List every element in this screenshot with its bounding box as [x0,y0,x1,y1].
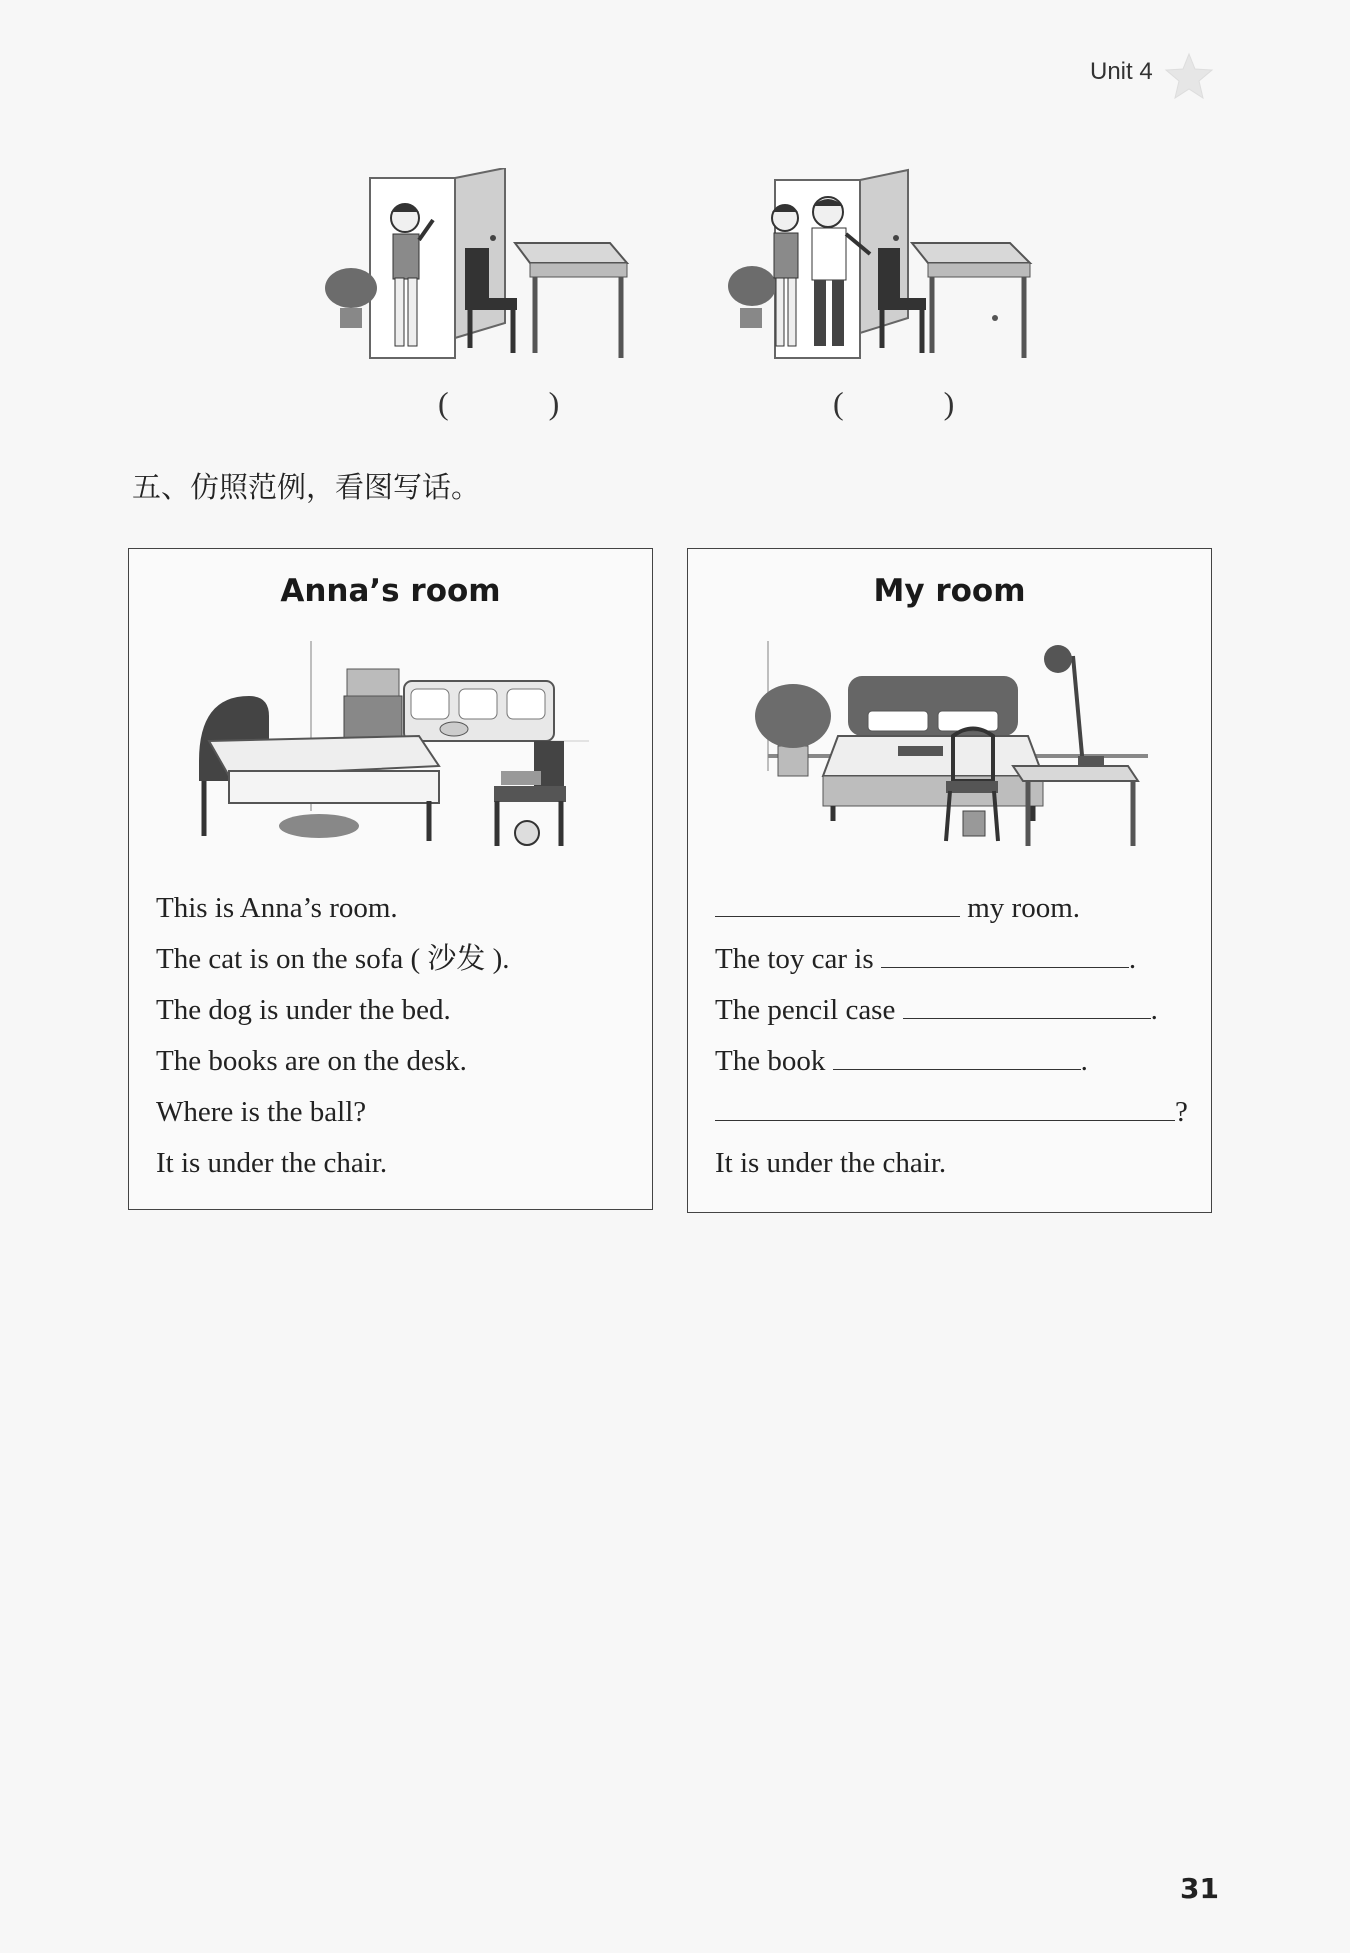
task-line-3 [715,985,1195,1036]
answer-blank-1[interactable]: ( ) [438,385,606,421]
section-heading: 五、仿照范例，看图写话。 [132,470,481,504]
task-line-3-end: . [1150,994,1158,1026]
bedroom-with-lamp-desk-chair-icon [748,641,1148,861]
unit-label: Unit 4 [1090,58,1153,85]
example-line-3: The dog is under the bed. [156,994,451,1026]
page-number: 31 [1180,1872,1219,1905]
answer-blank-line5[interactable] [715,1090,1175,1121]
star-icon [1163,52,1215,100]
answer-blank-line2[interactable] [881,937,1129,968]
example-line-1: This is Anna’s room. [156,892,398,924]
task-title: My room [873,573,1026,609]
task-line-2-end: . [1128,943,1137,975]
task-line-4 [715,1036,1195,1087]
bedroom-with-sofa-bed-chair-icon [189,641,589,861]
answer-blank-line4[interactable] [833,1039,1081,1070]
example-lines [156,883,636,1189]
example-line-6: It is under the chair. [156,1147,388,1179]
answer-blank-line1[interactable] [715,886,960,917]
girl-at-door-scene-icon [315,168,645,368]
task-line-3-text: The pencil case [715,994,896,1026]
example-line-2: The cat is on the sofa ( 沙发 ). [156,943,510,975]
task-line-4-text: The book [715,1045,826,1077]
task-line-5-end: ? [1175,1096,1188,1128]
task-box [687,548,1212,1213]
task-line-4-end: . [1080,1045,1088,1077]
example-line-5: Where is the ball? [156,1096,367,1128]
task-line-5 [715,1087,1195,1138]
example-box [128,548,653,1210]
task-line-2 [715,934,1195,985]
task-line-6: It is under the chair. [715,1147,947,1179]
example-line-4: The books are on the desk. [156,1045,467,1077]
two-children-at-door-scene-icon [720,168,1050,368]
task-line-2-text: The toy car is [715,943,874,975]
example-title: Anna’s room [280,573,501,609]
answer-blank-line3[interactable] [903,988,1151,1019]
task-line-1-text: my room. [967,892,1081,924]
task-lines [715,883,1195,1189]
answer-blank-2[interactable]: ( ) [833,385,1001,421]
task-line-1 [715,883,1195,934]
